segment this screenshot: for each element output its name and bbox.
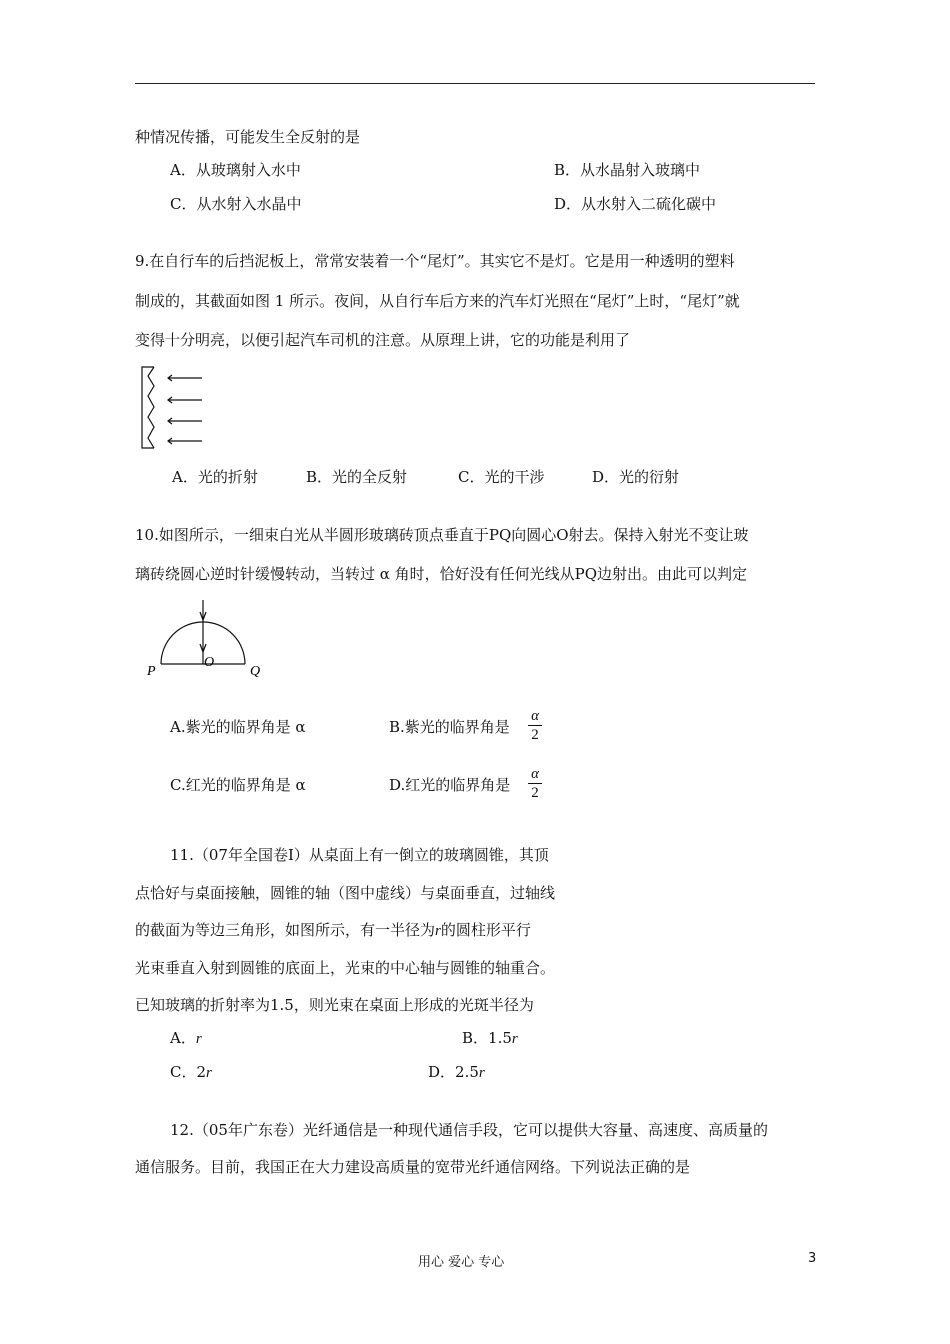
- q11-option-d-prefix: D．2.5: [428, 1063, 479, 1081]
- q9-option-b: B．光的全反射: [306, 468, 408, 486]
- q10-option-d-fraction: [527, 765, 543, 802]
- q10-option-a: A.紫光的临界角是 α: [170, 718, 306, 736]
- q11-option-b-var: r: [511, 1031, 518, 1047]
- q9-option-c: C．光的干涉: [458, 468, 545, 486]
- q11-option-b-prefix: B．1.5: [462, 1029, 512, 1047]
- q11-option-b: [462, 1027, 518, 1050]
- q10-line-2: 璃砖绕圆心逆时针缓慢转动，当转过 α 角时，恰好没有任何光线从PQ边射出。由此可以判定: [135, 565, 748, 583]
- q11-option-d-var: r: [478, 1065, 485, 1081]
- q11-line-4: 光束垂直入射到圆锥的底面上，光束的中心轴与圆锥的轴重合。: [135, 959, 556, 977]
- q11-option-a: [170, 1027, 202, 1050]
- q8-stem-tail: 种情况传播，可能发生全反射的是: [135, 128, 361, 146]
- q11-line-5: 已知玻璃的折射率为1.5，则光束在桌面上形成的光斑半径为: [135, 996, 534, 1014]
- fraction-numerator: α: [531, 766, 539, 782]
- q11-line-3: [135, 919, 531, 942]
- q9-line-1: 9.在自行车的后挡泥板上，常常安装着一个“尾灯”。其实它不是灯。它是用一种透明的塑料: [135, 252, 735, 270]
- q10-label-p: P: [147, 664, 156, 679]
- q9-line-2: 制成的，其截面如图 1 所示。夜间，从自行车后方来的汽车灯光照在“尾灯”上时，“尾灯”就: [135, 292, 740, 310]
- fraction-numerator: α: [531, 708, 539, 724]
- q10-line-1: 10.如图所示，一细束白光从半圆形玻璃砖顶点垂直于PQ向圆心O射去。保持入射光不变让玻: [135, 526, 749, 544]
- fraction-denominator: 2: [531, 785, 539, 801]
- q10-label-o: O: [204, 655, 215, 670]
- footer-text: 用心 爱心 专心: [418, 1255, 505, 1270]
- q8-option-d: D．从水射入二硫化碳中: [554, 195, 717, 213]
- q9-taillight-figure: [138, 366, 208, 450]
- q11-option-d: [428, 1061, 485, 1084]
- q9-option-d: D．光的衍射: [592, 468, 680, 486]
- page-number: 3: [808, 1251, 817, 1266]
- q8-option-b: B．从水晶射入玻璃中: [554, 161, 701, 179]
- q10-option-b-fraction: [527, 707, 543, 744]
- q8-option-c: C．从水射入水晶中: [170, 195, 302, 213]
- q11-option-a-var: r: [195, 1031, 202, 1047]
- q10-semicircle-figure: [145, 598, 275, 683]
- q9-line-3: 变得十分明亮，以便引起汽车司机的注意。从原理上讲，它的功能是利用了: [135, 331, 631, 349]
- q8-option-a: A．从玻璃射入水中: [170, 161, 301, 179]
- q11-line-2: 点恰好与桌面接触，圆锥的轴（图中虚线）与桌面垂直，过轴线: [135, 884, 556, 902]
- q12-line-2: 通信服务。目前，我国正在大力建设高质量的宽带光纤通信网络。下列说法正确的是: [135, 1158, 691, 1176]
- q10-label-q: Q: [250, 664, 261, 679]
- q11-option-a-prefix: A．: [170, 1029, 196, 1047]
- q11-line-1: 11.（07年全国卷Ⅰ）从桌面上有一倒立的玻璃圆锥，其顶: [170, 846, 549, 864]
- q11-line-3-pre: 的截面为等边三角形，如图所示，有一半径为: [135, 921, 436, 939]
- q11-radius-var: r: [435, 923, 441, 939]
- q10-option-d: D.红光的临界角是: [389, 776, 511, 794]
- q11-option-c: [170, 1061, 212, 1084]
- q10-option-c: C.红光的临界角是 α: [170, 776, 306, 794]
- q11-option-c-prefix: C．2: [170, 1063, 207, 1081]
- fraction-denominator: 2: [531, 727, 539, 743]
- q11-option-c-var: r: [206, 1065, 212, 1081]
- q11-line-3-post: 的圆柱形平行: [440, 921, 531, 939]
- q10-option-b: B.紫光的临界角是: [389, 718, 510, 736]
- q12-line-1: 12.（05年广东卷）光纤通信是一种现代通信手段，它可以提供大容量、高速度、高质量的: [170, 1121, 768, 1139]
- q9-option-a: A．光的折射: [172, 468, 258, 486]
- header-rule: [135, 83, 815, 84]
